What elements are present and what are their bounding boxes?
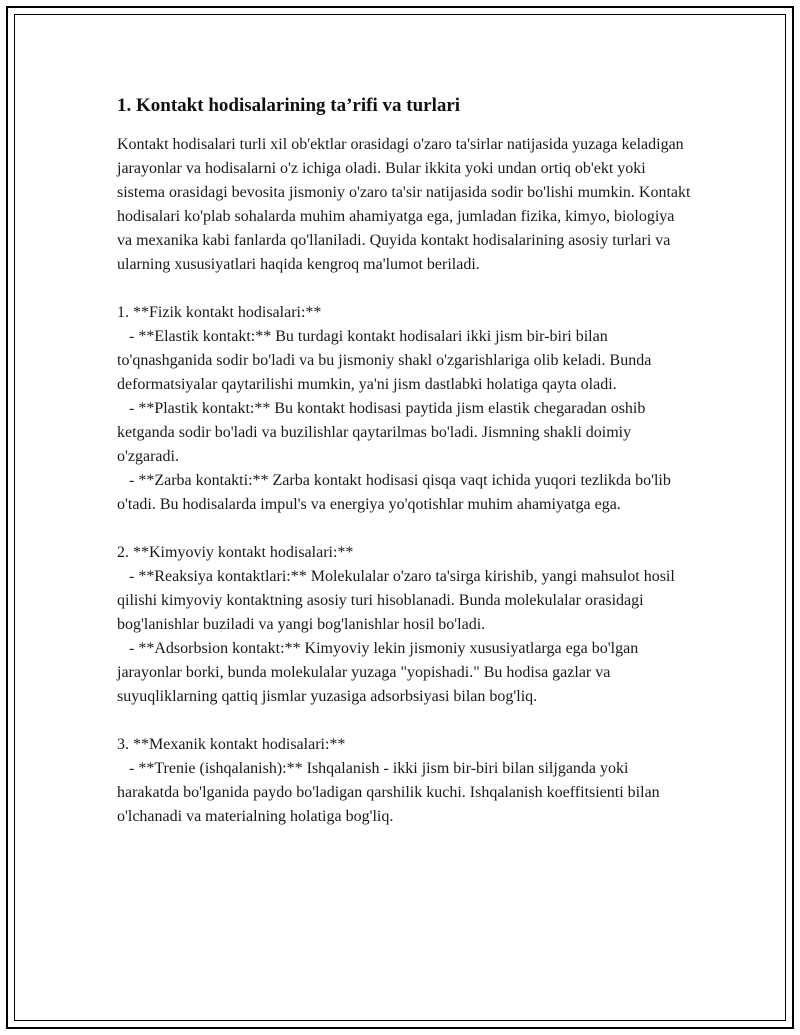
intro-paragraph: Kontakt hodisalari turli xil ob'ektlar orasidagi o'zaro ta'sirlar natijasida yuzaga keladigan jarayonlar va hodisalarni o'z ichiga oladi. Bular ikkita yoki undan ortiq ob'ekt yoki sistema orasidagi bevosita jismoniy o'zaro ta'sir natijasida sodir bo'lishi mumkin. Kontakt hodisalari ko'plab sohalarda muhim ahamiyatga ega, jumladan fizika, kimyo, biologiya va mexanika kabi fanlarda qo'llaniladi. Quyida kontakt hodisalarining asosiy turlari va ularning xususiyatlari haqida kengroq ma'lumot beriladi. [117, 136, 695, 273]
section1-item-plastic: - **Plastik kontakt:** Bu kontakt hodisasi paytida jism elastik chegaradan oshib ketganda sodir bo'ladi va buzilishlar qaytarilmas bo'ladi. Jismning shakli doimiy o'zgaradi. [117, 400, 650, 465]
section-heading: 1. Kontakt hodisalarining ta’rifi va turlari [117, 95, 461, 116]
section2-title: 2. **Kimyoviy kontakt hodisalari:** [117, 544, 354, 561]
section1-title: 1. **Fizik kontakt hodisalari:** [117, 304, 322, 321]
section1-item-elastic: - **Elastik kontakt:** Bu turdagi kontakt hodisalari ikki jism bir-biri bilan to'qnashganida sodir bo'ladi va bu jismoniy shakl o'zgarishlariga olib keladi. Bunda deformatsiyalar qaytarilishi mumkin, ya'ni jism dastlabki holatiga qayta oladi. [117, 328, 656, 393]
section3-item-friction: - **Trenie (ishqalanish):** Ishqalanish - ikki jism bir-biri bilan siljganda yoki harakatda bo'lganida paydo bo'ladigan qarshilik kuchi. Ishqalanish koeffitsienti bilan o'lchanadi va materialning holatiga bog'liq. [117, 760, 664, 825]
section2-item-reaction: - **Reaksiya kontaktlari:** Molekulalar o'zaro ta'sirga kirishib, yangi mahsulot hosil qilishi kimyoviy kontaktning asosiy turi hisoblanadi. Bunda molekulalar orasidagi bog'lanishlar buziladi va yangi bog'lanishlar hosil bo'ladi. [117, 568, 679, 633]
section3-title: 3. **Mexanik kontakt hodisalari:** [117, 736, 346, 753]
paragraph-gap [117, 709, 692, 733]
section1-item-impact: - **Zarba kontakti:** Zarba kontakt hodisasi qisqa vaqt ichida yuqori tezlikda bo'lib o'tadi. Bu hodisalarda impul's va energiya yo'qotishlar muhim ahamiyatga ega. [117, 472, 675, 513]
section2-item-adsorption: - **Adsorbsion kontakt:** Kimyoviy lekin jismoniy xususiyatlarga ega bo'lgan jarayonlar borki, bunda molekulalar yuzaga "yopishadi." Bu hodisa gazlar va suyuqliklarning qattiq jismlar yuzasiga adsorbsiyasi bilan bog'liq. [117, 640, 643, 705]
paragraph-gap [117, 517, 692, 541]
paragraph-gap [117, 277, 692, 301]
document-body [117, 94, 695, 829]
